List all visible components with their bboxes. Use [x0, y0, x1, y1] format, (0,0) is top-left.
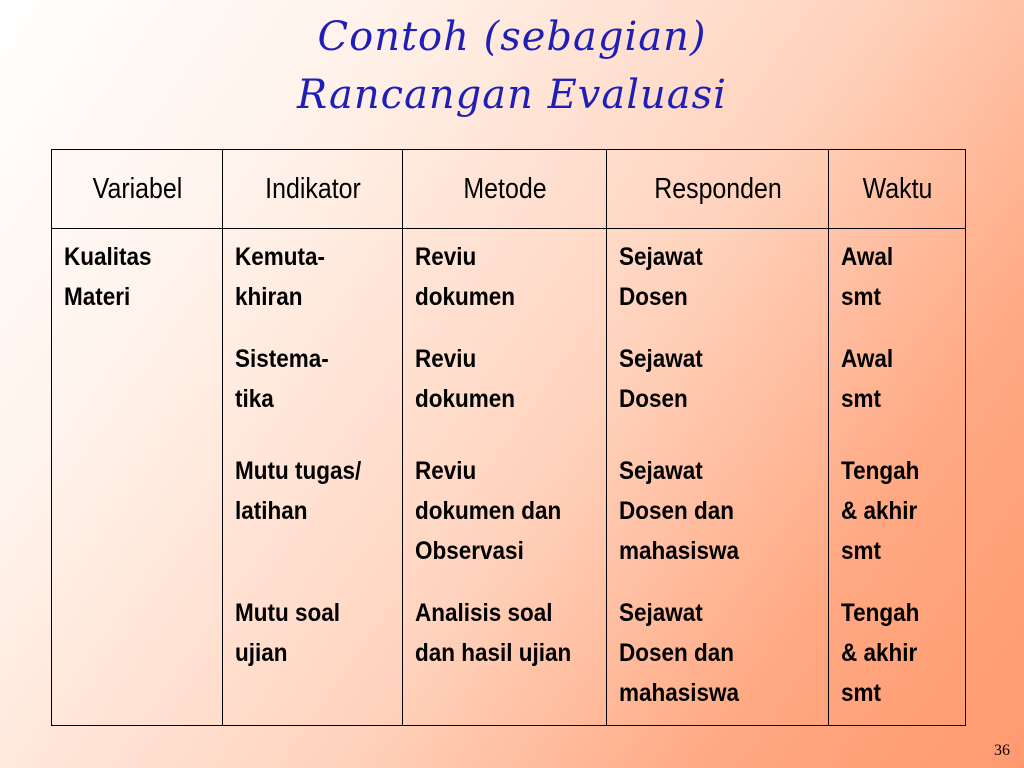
evaluation-table [51, 149, 966, 726]
header-waktu: Waktu [838, 150, 956, 229]
header-metode: Metode [417, 150, 592, 229]
cell-indikator: Kemuta- khiran [223, 229, 403, 340]
header-variabel: Variabel [63, 150, 210, 229]
cell-responden: Sejawat Dosen [607, 339, 829, 451]
cell-variabel [52, 339, 223, 451]
table-row [52, 339, 966, 451]
slide-subtitle: Rancangan Evaluasi [297, 72, 727, 118]
cell-metode: Reviu dokumen [403, 229, 607, 340]
cell-variabel [52, 451, 223, 593]
table-row [52, 229, 966, 340]
header-responden: Responden [622, 150, 813, 229]
cell-waktu: Tengah & akhir smt [829, 451, 966, 593]
table-row [52, 593, 966, 726]
cell-variabel [52, 593, 223, 726]
cell-indikator: Mutu tugas/ latihan [223, 451, 403, 593]
cell-waktu: Tengah & akhir smt [829, 593, 966, 726]
cell-responden: Sejawat Dosen [607, 229, 829, 340]
table-row [52, 451, 966, 593]
cell-variabel: Kualitas Materi [52, 229, 223, 340]
cell-metode: Reviu dokumen [403, 339, 607, 451]
cell-waktu: Awal smt [829, 229, 966, 340]
cell-responden: Sejawat Dosen dan mahasiswa [607, 593, 829, 726]
cell-waktu: Awal smt [829, 339, 966, 451]
table-header-row [52, 150, 966, 229]
cell-indikator: Sistema- tika [223, 339, 403, 451]
slide-title: Contoh (sebagian) [317, 14, 707, 60]
page-number: 36 [994, 742, 1010, 759]
header-indikator: Indikator [235, 150, 390, 229]
cell-indikator: Mutu soal ujian [223, 593, 403, 726]
cell-responden: Sejawat Dosen dan mahasiswa [607, 451, 829, 593]
cell-metode: Reviu dokumen dan Observasi [403, 451, 607, 593]
cell-metode: Analisis soal dan hasil ujian [403, 593, 607, 726]
